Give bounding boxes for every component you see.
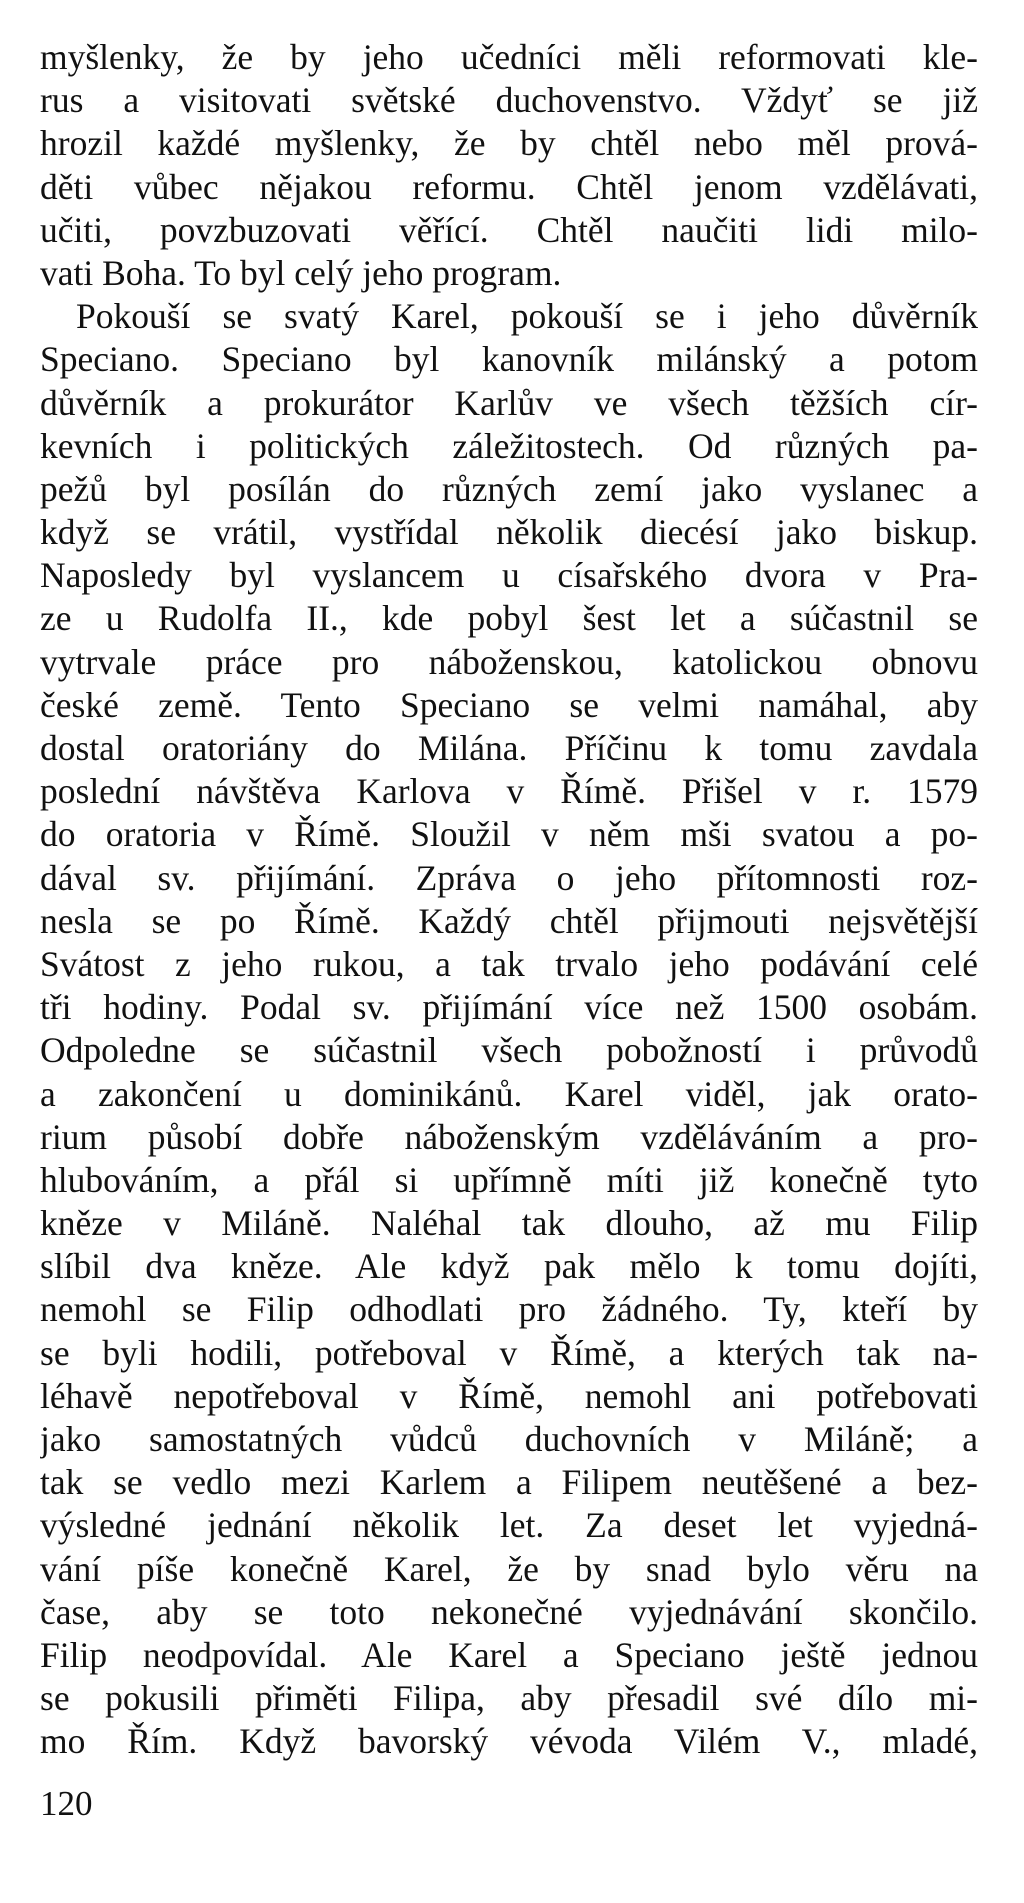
text-line: hrozil každé myšlenky, že by chtěl nebo měl prová-	[40, 123, 978, 164]
text-line: dostal oratoriány do Milána. Příčinu k tomu zavdala	[40, 728, 978, 768]
body-text	[40, 36, 978, 1764]
text-line: vati Boha. To byl celý jeho program.	[40, 252, 562, 293]
text-line: vání píše konečně Karel, že by snad bylo věru na	[40, 1548, 978, 1589]
text-line: a zakončení u dominikánů. Karel viděl, jak orato-	[40, 1073, 978, 1114]
text-line: tak se vedlo mezi Karlem a Filipem neutěšené a bez-	[40, 1462, 978, 1503]
text-line: Speciano. Speciano byl kanovník milánský a potom	[40, 339, 978, 380]
text-line: ze u Rudolfa II., kde pobyl šest let a súčastnil se	[40, 598, 978, 639]
text-line: důvěrník a prokurátor Karlův ve všech těžších cír-	[40, 382, 978, 423]
text-line: dával sv. přijímání. Zpráva o jeho přítomnosti roz-	[40, 857, 978, 898]
text-line: rium působí dobře náboženským vzděláváním a pro-	[40, 1116, 978, 1157]
text-line: myšlenky, že by jeho učedníci měli reformovati kle-	[40, 37, 978, 77]
text-line: Svátost z jeho rukou, a tak trvalo jeho podávání celé	[40, 943, 978, 984]
text-line: učiti, povzbuzovati věřící. Chtěl naučiti lidi milo-	[40, 209, 978, 250]
text-line: vytrvale práce pro náboženskou, katolickou obnovu	[40, 641, 978, 682]
text-line: jako samostatných vůdců duchovních v Miláně; a	[40, 1419, 978, 1459]
text-line: tři hodiny. Podal sv. přijímání více než 1500 osobám.	[40, 987, 978, 1028]
text-line: hlubováním, a přál si upřímně míti již konečně tyto	[40, 1159, 978, 1200]
text-line: kevních i politických záležitostech. Od různých pa-	[40, 425, 978, 466]
text-line: děti vůbec nějakou reformu. Chtěl jenom vzdělávati,	[40, 166, 978, 207]
page-number: 120	[40, 1784, 93, 1823]
text-line: se pokusili přiměti Filipa, aby přesadil své dílo mi-	[40, 1678, 978, 1719]
text-line: Filip neodpovídal. Ale Karel a Speciano ještě jednou	[40, 1634, 978, 1675]
text-line: Odpoledne se súčastnil všech pobožností i průvodů	[40, 1030, 978, 1071]
text-line: nemohl se Filip odhodlati pro žádného. Ty, kteří by	[40, 1289, 978, 1330]
paragraph-start-line: Pokouší se svatý Karel, pokouší se i jeho důvěrník	[76, 296, 978, 337]
text-line: mo Řím. Když bavorský vévoda Vilém V., mladé,	[40, 1721, 978, 1762]
text-line: pežů byl posílán do různých zemí jako vyslanec a	[40, 468, 978, 509]
text-line: Naposledy byl vyslancem u císařského dvora v Pra-	[40, 555, 978, 596]
text-line: čase, aby se toto nekonečné vyjednávání skončilo.	[40, 1591, 978, 1632]
text-line: do oratoria v Římě. Sloužil v něm mši svatou a po-	[40, 814, 978, 855]
text-line: léhavě nepotřeboval v Římě, nemohl ani potřebovati	[40, 1375, 978, 1416]
text-line: poslední návštěva Karlova v Římě. Přišel v r. 1579	[40, 771, 978, 812]
text-line: nesla se po Římě. Každý chtěl přijmouti nejsvětější	[40, 900, 978, 941]
text-line: se byli hodili, potřeboval v Římě, a kterých tak na-	[40, 1332, 978, 1373]
text-line: kněze v Miláně. Naléhal tak dlouho, až mu Filip	[40, 1203, 978, 1244]
text-line: české země. Tento Speciano se velmi namáhal, aby	[40, 684, 978, 725]
text-line: slíbil dva kněze. Ale když pak mělo k tomu dojíti,	[40, 1246, 978, 1287]
text-line: výsledné jednání několik let. Za deset let vyjedná-	[40, 1505, 978, 1546]
text-line: rus a visitovati světské duchovenstvo. Vždyť se již	[40, 80, 978, 121]
text-line: když se vrátil, vystřídal několik diecésí jako biskup.	[40, 512, 978, 553]
